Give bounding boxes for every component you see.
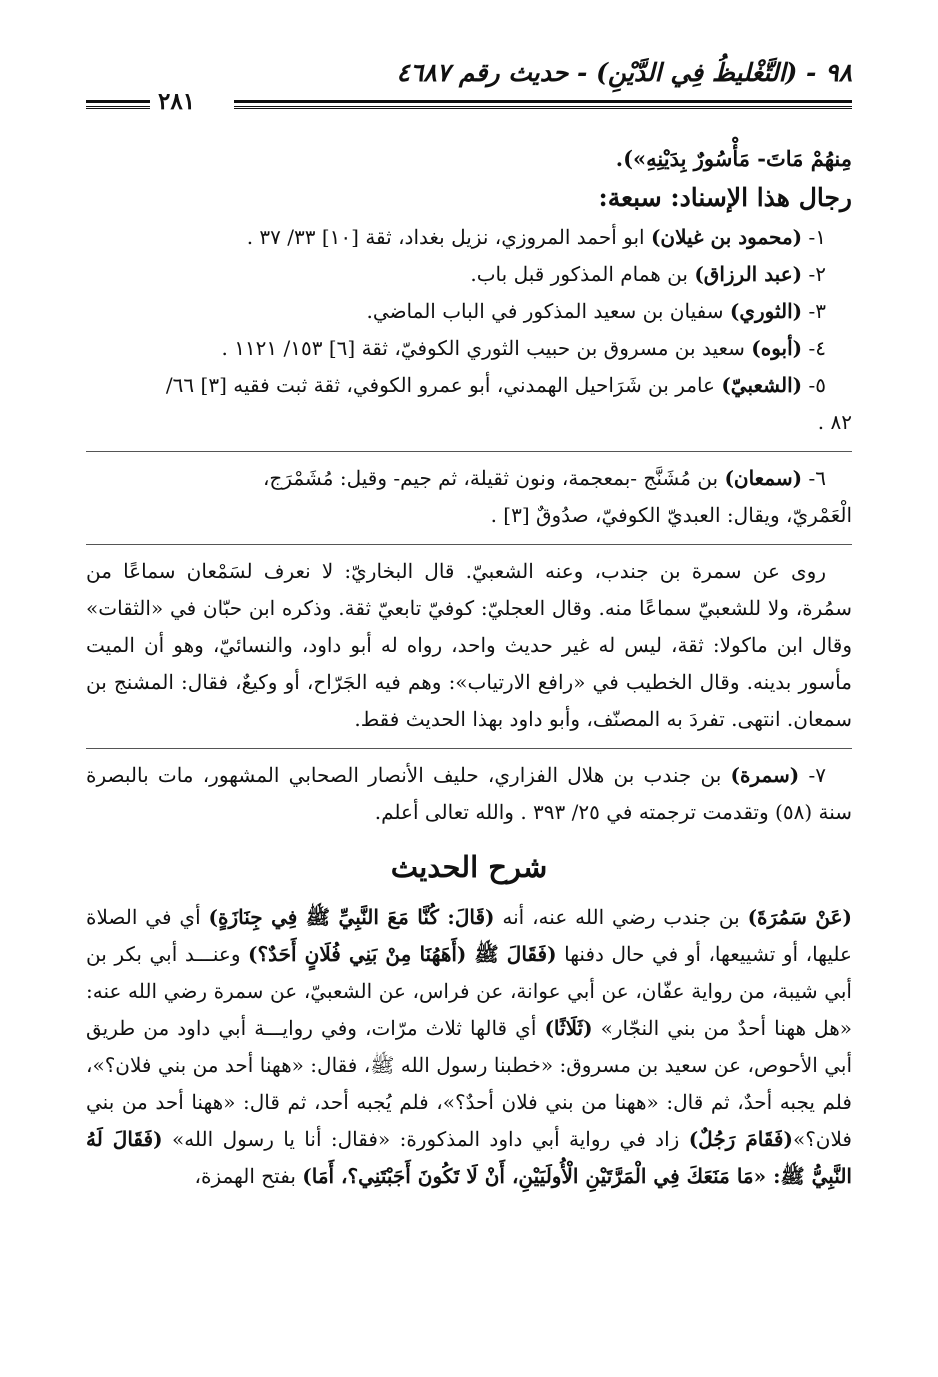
narrator-number: ٤- — [808, 336, 826, 360]
hadith-text: (فَقَامَ رَجُلٌ) — [688, 1127, 793, 1151]
narrator-6-paragraph: روى عن سمرة بن جندب، وعنه الشعبيّ. قال البخاريّ: لا نعرف لسَمْعان سماعًا من سمُرة، ولا للشعبيّ سماعًا منه. وقال العجليّ: كوفيّ تابعيّ ثقة. وذكره ابن حبّان في «الثقات» وقال ابن ماكولا: ثقة، ليس له غير حديث واحد، رواه له أبو داود، والنسائيّ، وهو أن الميت مأسور بدينه. وقال الخطيب في «رافع الارتياب»: وهم فيه الجَرّاح، أو وكيعٌ، فقال: المشنج بن سمعان. انتهى. تفردَ به المصنّف، وأبو داود بهذا الحديث فقط. — [86, 559, 852, 731]
narrator-4 — [86, 330, 852, 367]
narrator-name: (سمرة) — [730, 763, 800, 787]
narrator-6 — [86, 460, 852, 497]
page-body — [86, 140, 852, 1195]
section-divider — [86, 451, 852, 452]
narrator-name: (الشعبيّ) — [721, 373, 803, 397]
narrator-number: ٣- — [808, 299, 826, 323]
narrator-3 — [86, 293, 852, 330]
page-header — [86, 58, 852, 120]
hadith-text: (قَالَ: كُنَّا مَعَ النَّبِيِّ ﷺ فِي جِنَازَةٍ) — [208, 905, 495, 929]
narrator-name: (عبد الرزاق) — [694, 262, 803, 286]
narrator-number: ٦- — [808, 466, 826, 490]
narrator-5 — [86, 367, 852, 404]
narrator-number: ٥- — [808, 373, 826, 397]
sharh-heading: شرح الحديث — [390, 850, 548, 884]
header-rule-short — [86, 100, 150, 107]
hadith-text: (فَقَالَ لَهُ النَّبِيُّ ﷺ: «مَا مَنَعَكَ فِي الْمَرَّتَيْنِ الْأُولَيَيْنِ، أَنْ لَا تَكُونَ أَجَبْتَنِي؟، أَمَا) — [86, 1127, 852, 1188]
narrator-text: بن مُشَنَّج -بمعجمة، ونون ثقيلة، ثم جيم- وقيل: مُشَمْرَج، — [262, 466, 719, 490]
commentary-text: زاد في رواية أبي داود المذكورة: «فقال: أنا يا رسول الله» — [162, 1127, 689, 1151]
commentary-text: بن جندب رضي الله عنه، أنه — [494, 905, 748, 929]
narrator-text: بن جندب بن هلال الفزاري، حليف الأنصار الصحابي المشهور، مات بالبصرة سنة (٥٨) وتقدمت ترجمته في ٢٥/ ٣٩٣ . والله تعالى أعلم. — [86, 763, 852, 824]
rijal-heading: رجال هذا الإسناد: سبعة: — [598, 183, 852, 212]
narrator-2 — [86, 256, 852, 293]
commentary-text: بفتح الهمزة، — [194, 1164, 303, 1188]
narrator-6-continuation: الْعَمْريّ، ويقال: العبديّ الكوفيّ، صدُوقٌ [٣] . — [490, 503, 852, 527]
narrator-name: (سمعان) — [724, 466, 803, 490]
narrator-number: ٢- — [808, 262, 826, 286]
narrator-text: سعيد بن مسروق بن حبيب الثوري الكوفيّ، ثقة [٦] ١٥٣/ ١١٢١ . — [221, 336, 745, 360]
narrator-name: (أبوه) — [751, 336, 803, 360]
hadith-text: (ثَلَاثًا) — [544, 1016, 593, 1040]
narrator-number: ١- — [808, 225, 826, 249]
hadith-text: (عَنْ سَمُرَةَ) — [747, 905, 852, 929]
header-rule — [234, 100, 852, 107]
commentary-text: أي في الصلاة عليها، أو تشييعها، أو في حال دفنها — [86, 905, 852, 966]
narrator-number: ٧- — [808, 763, 827, 787]
narrator-name: (محمود بن غيلان) — [650, 225, 803, 249]
narrator-text: سفيان بن سعيد المذكور في الباب الماضي. — [366, 299, 724, 323]
narrator-1 — [86, 219, 852, 256]
narrator-5-continuation: ٨٢ . — [817, 410, 852, 434]
section-divider — [86, 544, 852, 545]
running-title: ٩٨ - (التَّغْليظُ فِي الدَّيْنِ) - حديث رقم ٤٦٨٧ — [396, 58, 852, 87]
hadith-text: (فَقَالَ ﷺ (أَهَهُنَا مِنْ بَنِي فُلَانٍ أَحَدٌ؟) — [248, 942, 557, 966]
narrator-text: بن همام المذكور قبل باب. — [470, 262, 688, 286]
narrator-7 — [86, 757, 852, 831]
narrator-name: (الثوري) — [729, 299, 803, 323]
section-divider — [86, 748, 852, 749]
narrator-text: عامر بن شَرَاحيل الهمدني، أبو عمرو الكوفي، ثقة ثبت فقيه [٣] ٦٦/ — [165, 373, 715, 397]
commentary-text: أي قالها ثلاث مرّات، وفي روايـــة أبي داود من طريق أبي الأحوص، عن سعيد بن مسروق: «خطبنا رسول الله ﷺ، فقال: «ههنا أحد من بني فلان؟»، فلم يجبه أحدٌ، ثم قال: «ههنا من بني فلان أحدٌ؟»، فلم يُجبه أحد، ثم قال: «ههنا أحد من بني فلان؟» — [86, 1016, 852, 1151]
commentary-text: وعنـــد أبي بكر بن أبي شيبة، من رواية عفّان، عن أبي عوانة، عن فراس، عن الشعبيّ، عن سمرة رضي الله عنه: «هل ههنا أحدٌ من بني النجّار» — [86, 942, 852, 1040]
opening-line: مِنهُمْ مَاتَ- مَأْسُورٌ بِدَيْنِهِ»). — [615, 146, 852, 171]
narrator-text: ابو أحمد المروزي، نزيل بغداد، ثقة [١٠] ٣٣/ ٣٧ . — [246, 225, 645, 249]
page-number: ٢٨١ — [158, 88, 196, 115]
sharh-paragraph — [86, 899, 852, 1195]
